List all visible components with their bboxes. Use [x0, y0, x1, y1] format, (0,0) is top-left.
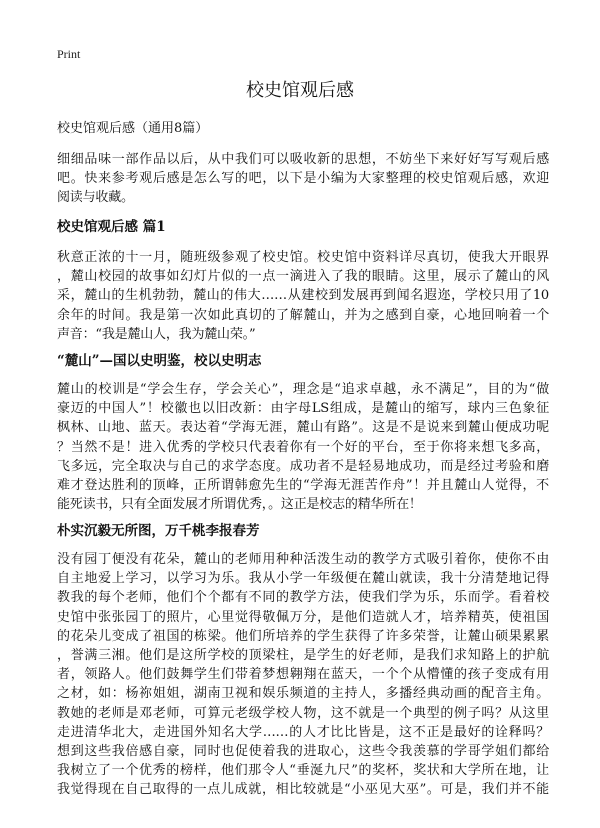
paragraph-line: 豪迈的中国人”！校徽也以旧改新：由字母LS组成，是麓山的缩写，球内三色象征 [57, 401, 549, 417]
paragraph-line: 之材，如：杨祢姐姐，湖南卫视和娱乐频道的主持人，多播经典动画的配音主角。 [57, 686, 549, 702]
paragraph-line: ？当然不是！进入优秀的学校只代表着你有一个好的平台，至于你将来想飞多高， [57, 439, 549, 455]
paragraph-line: 走进清华北大，走进国外知名大学……的人才比比皆是，这不正是最好的诠释吗？ [57, 724, 549, 740]
paragraph-line: 教她的老师是邓老师，可算元老级学校人物，这不就是一个典型的例子吗？从这里 [57, 705, 549, 721]
paragraph-line: 飞多远，完全取决与自己的求学态度。成功者不是轻易地成功，而是经过考验和磨 [57, 458, 549, 474]
paragraph-line: 阅读与收藏。 [57, 190, 134, 206]
paragraph-line: 者，领路人。他们鼓舞学生们带着梦想翱翔在蓝天，一个个从懵懂的孩子变成有用 [57, 667, 549, 683]
paragraph-line: 枫林、山地、蓝天。表达着“学海无涯，麓山有路”。这是不是说来到麓山便成功呢 [57, 420, 549, 436]
paragraph-line: 麓山的校训是“学会生存，学会关心”，理念是“追求卓越，永不满足”，目的为“做 [57, 382, 549, 397]
section-paragraph [57, 380, 549, 514]
paragraph-line: 史馆中张张园丁的照片，心里觉得敬佩万分，是他们造就人才，培养精英，使祖国 [57, 609, 549, 625]
paragraph-line: 我觉得现在自己取得的一点儿成就，相比较就是“小巫见大巫”。可是，我们并不能 [57, 782, 549, 798]
paragraph-line: 难才登达胜利的顶峰，正所谓韩愈先生的“学海无涯苦作舟”！并且麓山人觉得，不 [57, 477, 549, 493]
paragraph-line: 秋意正浓的十一月，随班级参观了校史馆。校史馆中资料详尽真切，使我大开眼界 [57, 250, 549, 265]
section-paragraph [57, 248, 549, 344]
paragraph-line: 我树立了一个优秀的榜样，他们那令人“垂涎九尺”的奖杯，奖状和大学所在地，让 [57, 763, 549, 779]
paragraph-line: 细细品味一部作品以后，从中我们可以吸收新的思想，不妨坐下来好好写写观后感 [57, 152, 549, 167]
document-subtitle: 校史馆观后感（通用8篇） [57, 121, 209, 136]
section-heading: 校史馆观后感 篇1 [57, 219, 166, 235]
paragraph-line: 能死读书，只有全面发展才所谓优秀，。这正是校志的精华所在！ [57, 497, 422, 513]
paragraph-line: 吧。快来参考观后感是怎么写的吧，以下是小编为大家整理的校史馆观后感，欢迎 [57, 171, 549, 187]
section-heading: 朴实沉毅无所图，万千桃李报春芳 [57, 523, 260, 539]
paragraph-line: ，麓山校园的故事如幻灯片似的一点一滴进入了我的眼睛。这里，展示了麓山的风 [57, 269, 549, 285]
section-paragraph [57, 550, 549, 799]
paragraph-line: 采，麓山的生机勃勃，麓山的伟大……从建校到发展再到闻名遐迩，学校只用了10 [57, 288, 549, 304]
paragraph-line: 想到这些我倍感自豪，同时也促使着我的进取心，这些令我羡慕的学哥学姐们都给 [57, 743, 549, 759]
paragraph-line: 自主地爱上学习，以学习为乐。我从小学一年级便在麓山就读，我十分清楚地记得 [57, 571, 549, 587]
paragraph-line: 的花朵儿变成了祖国的栋梁。他们所培养的学生获得了许多荣誉，让麓山硕果累累 [57, 628, 549, 644]
print-link[interactable]: Print [57, 47, 81, 61]
intro-paragraph [57, 150, 549, 208]
paragraph-line: 余年的时间。我是第一次如此真切的了解麓山，并为之感到自豪，心地回响着一个 [57, 307, 549, 323]
paragraph-line: 教我的每个老师，他们个个都有不同的教学方法，使我们学为乐，乐而学。看着校 [57, 590, 549, 606]
section-heading: “麓山”—国以史明鉴，校以史明志 [57, 353, 262, 369]
paragraph-line: 声音：“我是麓山人，我为麓山荣。” [57, 326, 256, 342]
document-title: 校史馆观后感 [246, 80, 354, 101]
paragraph-line: 没有园丁便没有花朵，麓山的老师用种种活泼生动的教学方式吸引着你，使你不由 [57, 552, 549, 567]
paragraph-line: ，誉满三湘。他们是这所学校的顶梁柱，是学生的好老师，是我们求知路上的护航 [57, 647, 549, 663]
